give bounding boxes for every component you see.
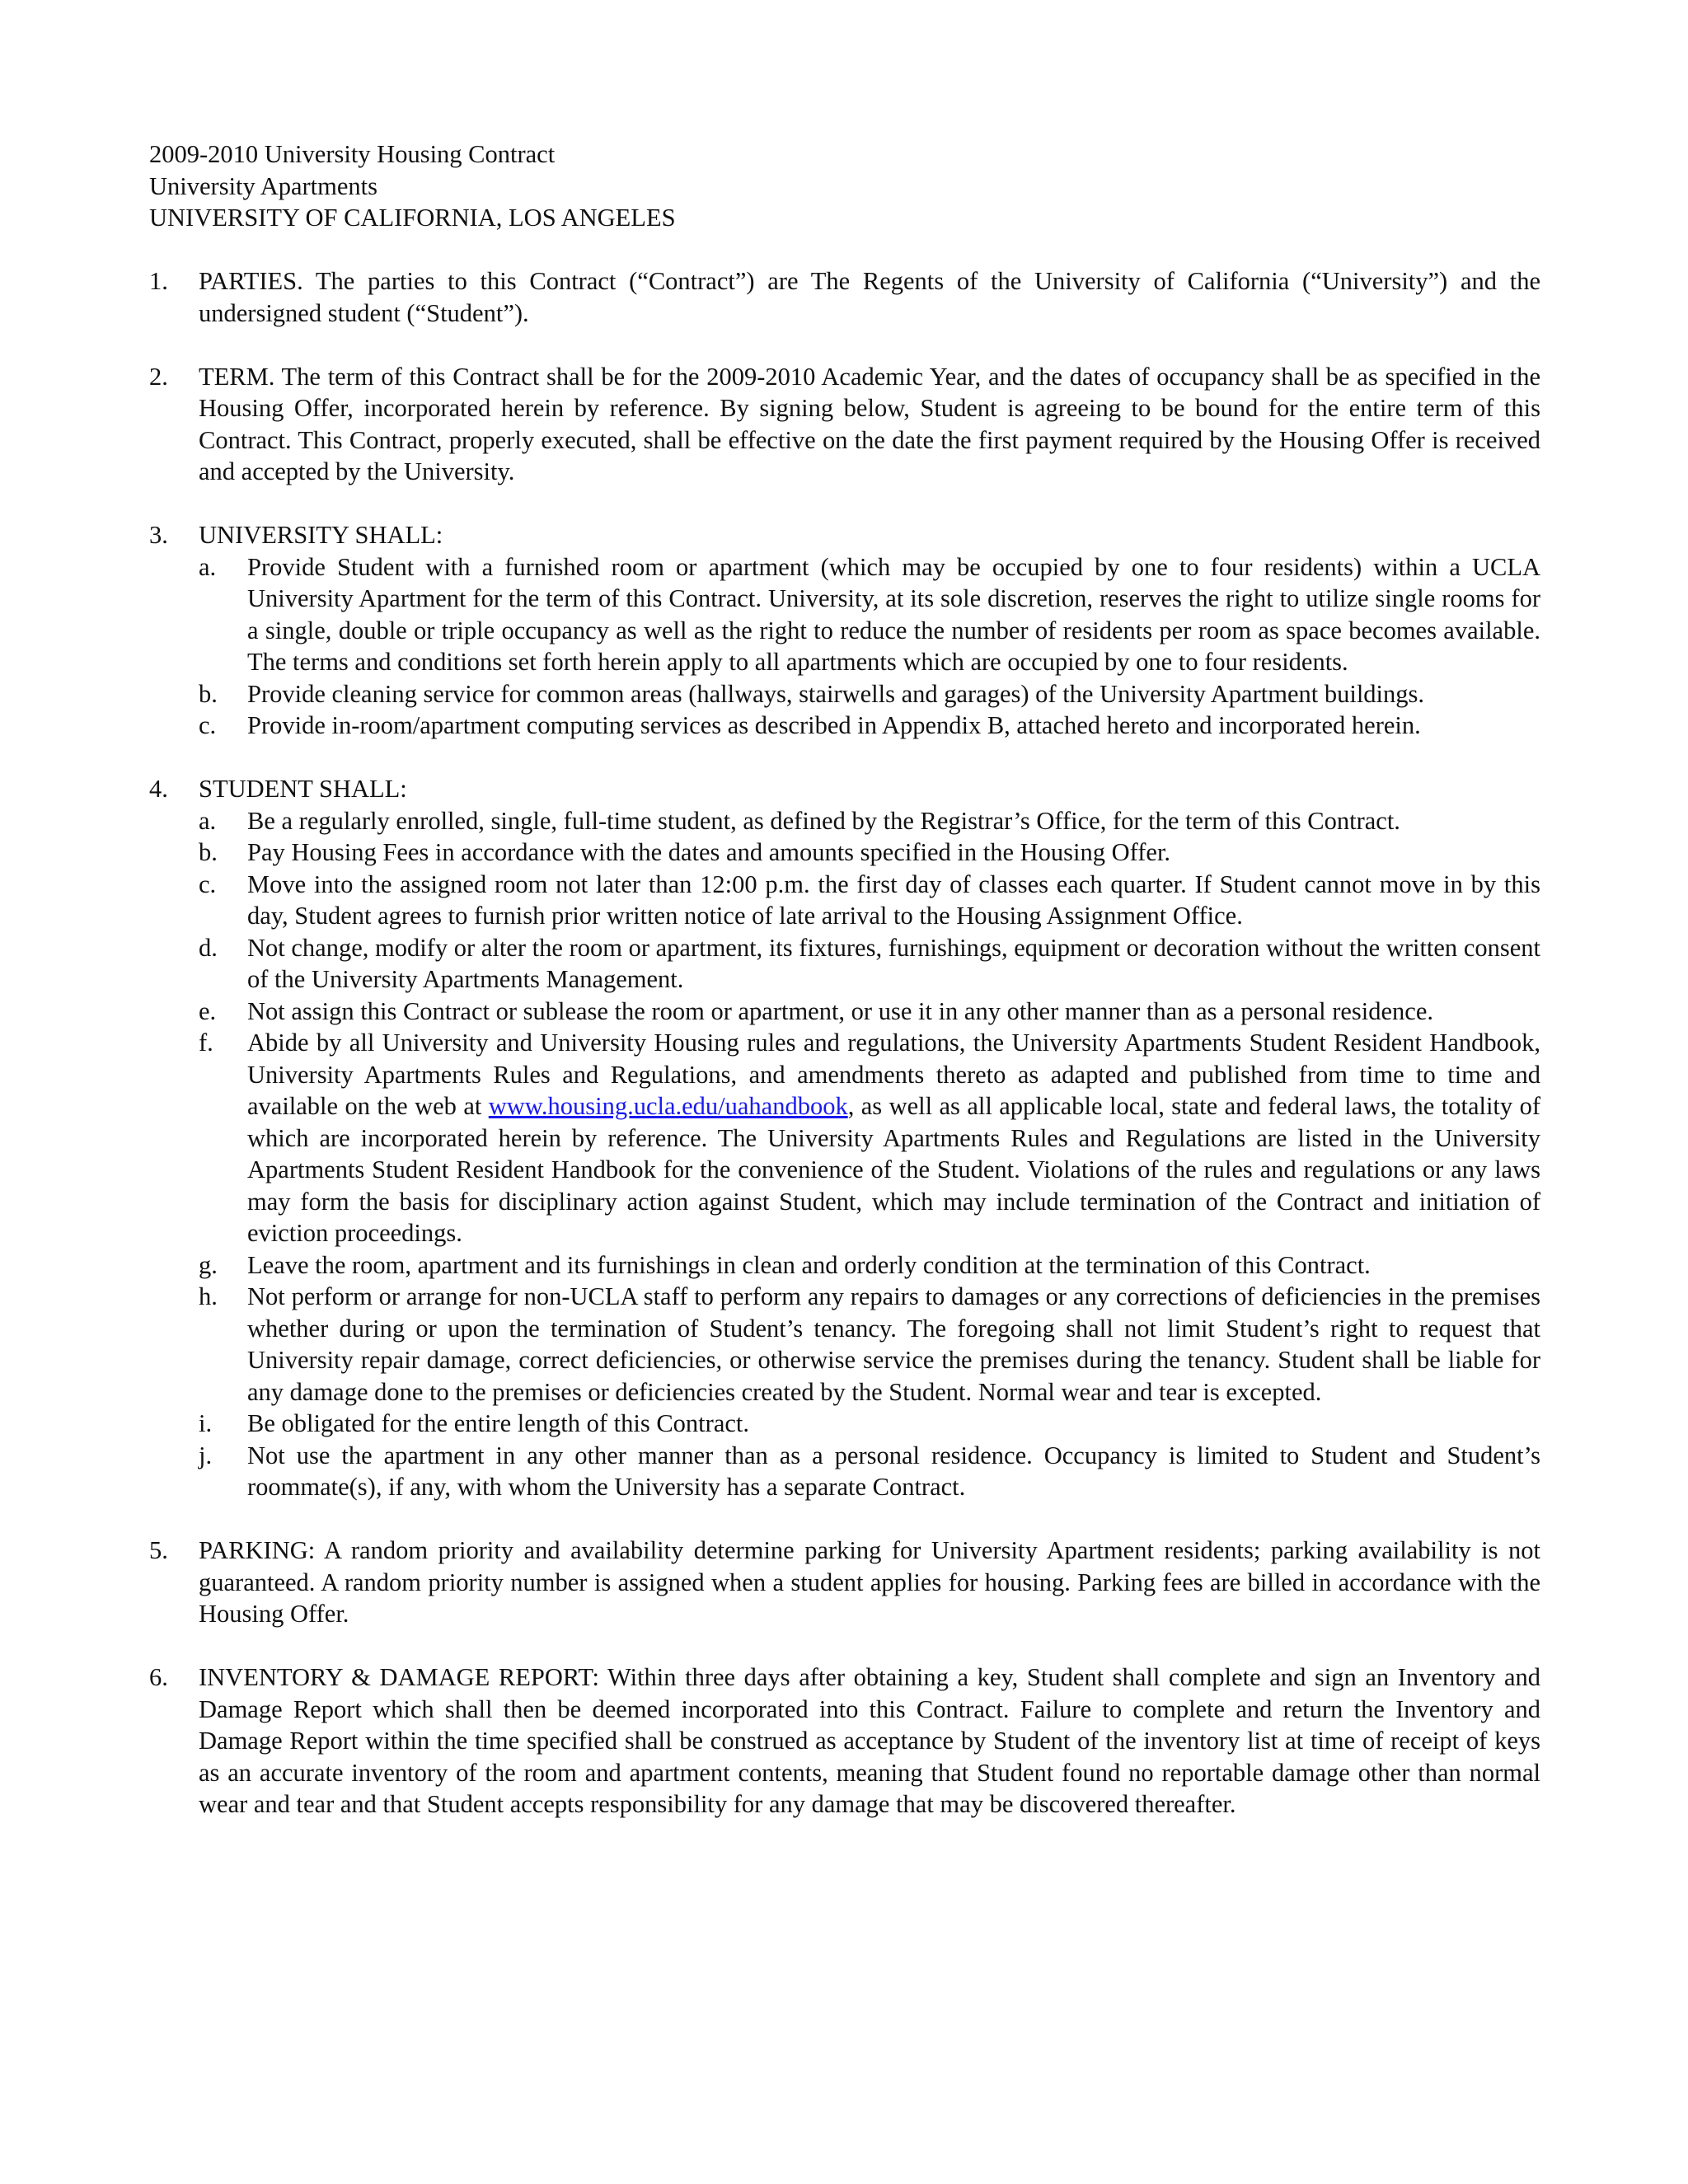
header-title: 2009-2010 University Housing Contract — [149, 140, 556, 168]
item-label: c. — [199, 869, 217, 898]
list-item — [149, 996, 1540, 1028]
item-text: Not change, modify or alter the room or apartment, its fixtures, furnishings, equipment or decoration without the written consent of the University Apartments Management. — [247, 933, 1540, 993]
item-text: Provide Student with a furnished room or apartment (which may be occupied by one to four residents) within a UCLA University Apartment for the term of this Contract. University, at its sole discretion, reserves the right to utilize single rooms for a single, double or triple occupancy as well as the right to reduce the number of residents per room as space becomes available. The terms and conditions set forth herein apply to all apartments which are occupied by one to four residents. — [247, 552, 1540, 676]
document-page — [149, 138, 1540, 1821]
university-shall-list — [149, 551, 1540, 742]
item-text: Not perform or arrange for non-UCLA staff to perform any repairs to damages or any corrections of deficiencies in the premises whether during or upon the termination of Student’s tenancy. The foregoing shall not limit Student’s right to request that University repair damage, correct deficiencies, or otherwise service the premises during the tenancy. Student shall be liable for any damage done to the premises or deficiencies created by the Student. Normal wear and tear is excepted. — [247, 1282, 1540, 1406]
item-label: a. — [199, 552, 217, 581]
header-institution: UNIVERSITY OF CALIFORNIA, LOS ANGELES — [149, 204, 676, 232]
section-title: STUDENT SHALL: — [199, 775, 407, 803]
item-label: f. — [199, 1029, 213, 1057]
section-number: 5. — [149, 1536, 168, 1564]
item-label: c. — [199, 711, 217, 739]
item-text: Leave the room, apartment and its furnishings in clean and orderly condition at the termination of this Contract. — [247, 1250, 1371, 1279]
section-number: 4. — [149, 775, 168, 803]
item-label: e. — [199, 996, 217, 1025]
item-label: b. — [199, 679, 218, 708]
section-text: TERM. The term of this Contract shall be for the 2009-2010 Academic Year, and the dates of occupancy shall be as specified in the Housing Offer, incorporated herein by reference. By signing below, Student is agreeing to be bound for the entire term of this Contract. This Contract, properly executed, shall be effective on the date the first payment required by the Housing Offer is received and accepted by the University. — [199, 362, 1540, 485]
section-title: UNIVERSITY SHALL: — [199, 521, 443, 549]
item-label: g. — [199, 1250, 218, 1279]
section-number: 6. — [149, 1663, 168, 1691]
item-text: Provide in-room/apartment computing services as described in Appendix B, attached hereto and incorporated herein. — [247, 711, 1421, 739]
list-item — [149, 1281, 1540, 1408]
section-number: 3. — [149, 521, 168, 549]
item-label: b. — [199, 838, 218, 866]
item-text: Be a regularly enrolled, single, full-time student, as defined by the Registrar’s Office, for the term of this Contract. — [247, 806, 1400, 835]
student-shall-list — [149, 805, 1540, 1503]
list-item — [149, 1440, 1540, 1503]
item-text: Move into the assigned room not later than 12:00 p.m. the first day of classes each quarter. If Student cannot move in by this day, Student agrees to furnish prior written notice of late arrival to the Housing Assignment Office. — [247, 869, 1540, 930]
item-text-before-link: Abide by all University and University Housing rules and regulations, the University Apartments Student Resident Handbook, University Apartments Rules and Regulations, and amendments thereto as adapted and published from time to time and available on the web at — [247, 1029, 1540, 1120]
section-parties — [149, 265, 1540, 329]
handbook-link[interactable]: www.housing.ucla.edu/uahandbook — [488, 1092, 848, 1120]
item-label: d. — [199, 933, 218, 962]
header-subtitle: University Apartments — [149, 171, 378, 200]
item-label: a. — [199, 806, 217, 835]
item-label: h. — [199, 1282, 218, 1310]
document-header — [149, 138, 1540, 234]
section-text: PARKING: A random priority and availability determine parking for University Apartment residents; parking availability is not guaranteed. A random priority number is assigned when a student applies for housing. Parking fees are billed in accordance with the Housing Offer. — [199, 1536, 1540, 1628]
section-text: INVENTORY & DAMAGE REPORT: Within three days after obtaining a key, Student shall complete and sign an Inventory and Damage Report which shall then be deemed incorporated into this Contract. Failure to complete and return the Inventory and Damage Report within the time specified shall be construed as acceptance by Student of the inventory list at time of receipt of keys as an accurate inventory of the room and apartment contents, meaning that Student found no reportable damage other than normal wear and tear and that Student accepts responsibility for any damage that may be discovered thereafter. — [199, 1663, 1540, 1818]
list-item — [149, 1408, 1540, 1440]
item-text: Provide cleaning service for common areas (hallways, stairwells and garages) of the University Apartment buildings. — [247, 679, 1425, 708]
list-item — [149, 837, 1540, 869]
list-item — [149, 932, 1540, 996]
item-label: j. — [199, 1441, 213, 1469]
item-text: Be obligated for the entire length of this Contract. — [247, 1409, 749, 1437]
item-text-after-link: , as well as all applicable local, state and federal laws, the totality of which are incorporated herein by reference. The University Apartments Rules and Regulations are listed in the University Apartments Student Resident Handbook for the convenience of the Student. Violations of the rules and regulations or any laws may form the basis for disciplinary action against Student, which may include termination of the Contract and initiation of eviction proceedings. — [247, 1092, 1540, 1247]
item-text: Not use the apartment in any other manner than as a personal residence. Occupancy is limited to Student and Student’s roommate(s), if any, with whom the University has a separate Contract. — [247, 1441, 1540, 1501]
list-item — [149, 869, 1540, 932]
list-item — [149, 1027, 1540, 1249]
list-item — [149, 710, 1540, 742]
item-label: i. — [199, 1409, 213, 1437]
section-number: 1. — [149, 267, 168, 295]
item-text: Not assign this Contract or sublease the room or apartment, or use it in any other manner than as a personal residence. — [247, 996, 1434, 1025]
section-inventory-damage-report — [149, 1661, 1540, 1821]
section-text: PARTIES. The parties to this Contract (“Contract”) are The Regents of the University of California (“University”) and the undersigned student (“Student”). — [199, 267, 1540, 327]
section-term — [149, 361, 1540, 488]
section-parking — [149, 1535, 1540, 1630]
list-item — [149, 805, 1540, 837]
list-item — [149, 678, 1540, 710]
section-number: 2. — [149, 362, 168, 391]
section-student-shall — [149, 773, 1540, 805]
section-university-shall — [149, 519, 1540, 551]
item-text: Pay Housing Fees in accordance with the dates and amounts specified in the Housing Offer. — [247, 838, 1171, 866]
list-item — [149, 551, 1540, 678]
list-item — [149, 1249, 1540, 1282]
